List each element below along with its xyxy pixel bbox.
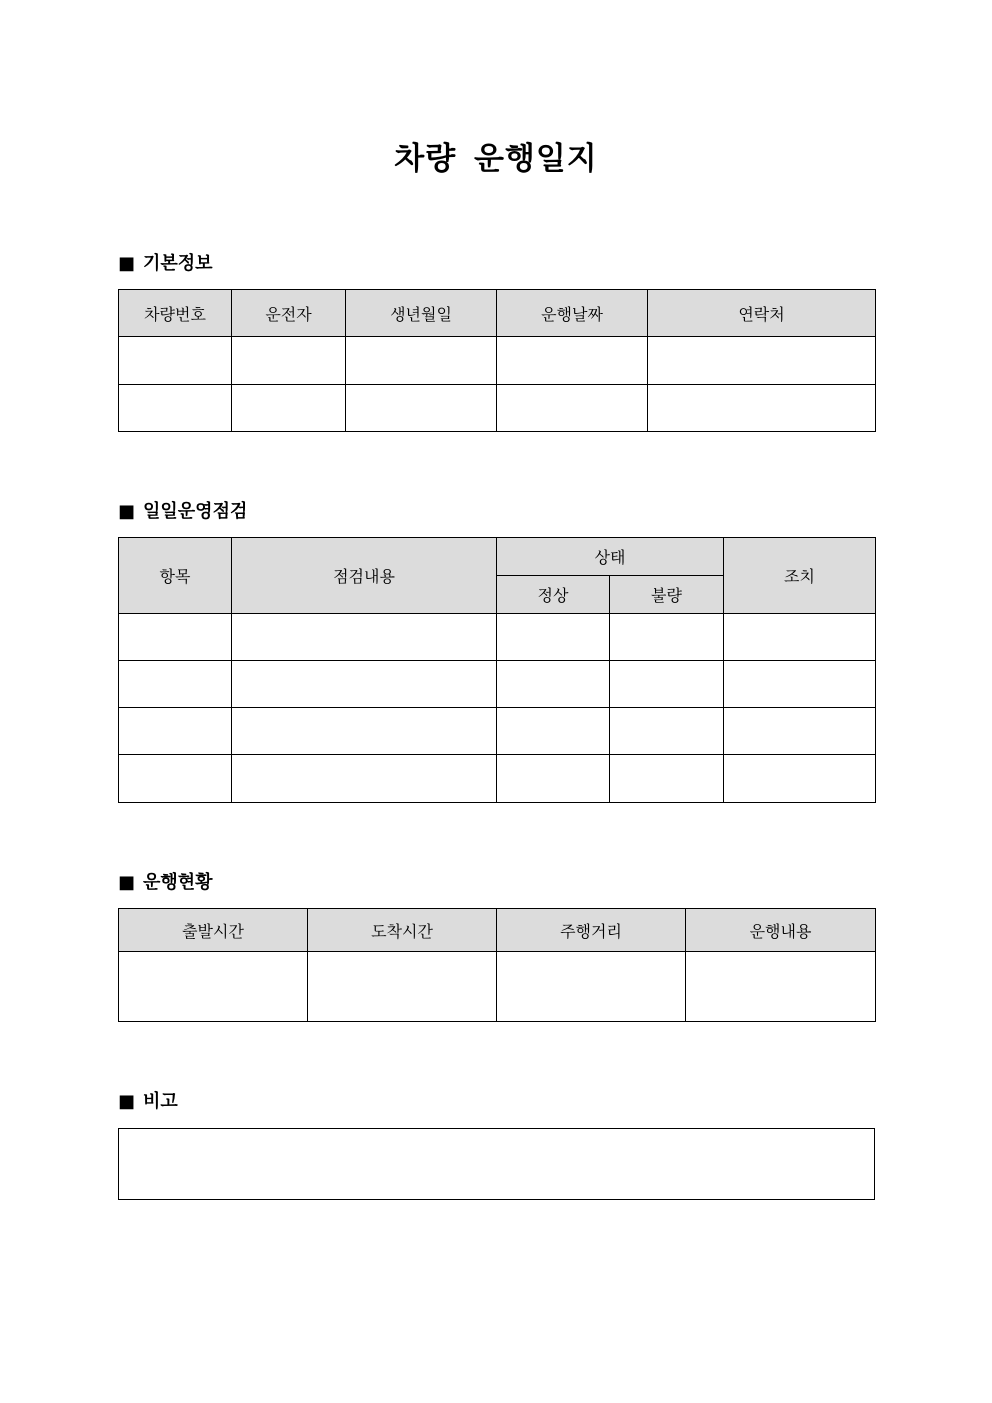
input-cell[interactable] xyxy=(610,614,724,661)
section-heading-basic-info xyxy=(118,252,213,276)
header-contact: 연락처 xyxy=(648,290,876,337)
table-row xyxy=(119,755,876,803)
input-cell[interactable] xyxy=(232,385,346,432)
input-cell[interactable] xyxy=(119,755,232,803)
square-bullet-icon: ■ xyxy=(118,872,136,893)
header-distance: 주행거리 xyxy=(497,909,686,952)
input-cell[interactable] xyxy=(724,708,876,755)
header-driver: 운전자 xyxy=(232,290,346,337)
input-cell[interactable] xyxy=(119,708,232,755)
header-departure-time: 출발시간 xyxy=(119,909,308,952)
input-cell[interactable] xyxy=(497,952,686,1022)
input-cell[interactable] xyxy=(119,385,232,432)
section-title: 일일운영점검 xyxy=(143,501,248,522)
table-row xyxy=(119,385,876,432)
input-cell[interactable] xyxy=(119,952,308,1022)
input-cell[interactable] xyxy=(724,755,876,803)
input-cell[interactable] xyxy=(232,337,346,385)
input-cell[interactable] xyxy=(724,614,876,661)
daily-check-table xyxy=(118,537,876,803)
section-title: 비고 xyxy=(143,1091,178,1112)
header-defective: 불량 xyxy=(610,576,724,614)
square-bullet-icon: ■ xyxy=(118,501,136,522)
input-cell[interactable] xyxy=(346,337,497,385)
input-cell[interactable] xyxy=(119,661,232,708)
header-action: 조치 xyxy=(724,538,876,614)
input-cell[interactable] xyxy=(610,755,724,803)
section-title: 기본정보 xyxy=(143,253,213,274)
input-cell[interactable] xyxy=(232,661,497,708)
table-row xyxy=(119,1129,875,1200)
header-arrival-time: 도착시간 xyxy=(308,909,497,952)
operation-status-table xyxy=(118,908,876,1022)
table-row xyxy=(119,661,876,708)
remarks-table xyxy=(118,1128,875,1200)
table-row xyxy=(119,337,876,385)
section-heading-daily-check xyxy=(118,500,247,524)
input-cell[interactable] xyxy=(648,337,876,385)
input-cell[interactable] xyxy=(497,614,610,661)
input-cell[interactable] xyxy=(497,708,610,755)
input-cell[interactable] xyxy=(119,614,232,661)
section-title: 운행현황 xyxy=(143,872,213,893)
square-bullet-icon: ■ xyxy=(118,253,136,274)
header-operation-date: 운행날짜 xyxy=(497,290,648,337)
section-heading-remarks xyxy=(118,1090,178,1114)
section-heading-operation-status xyxy=(118,871,213,895)
table-row xyxy=(119,952,876,1022)
header-normal: 정상 xyxy=(497,576,610,614)
remarks-input-cell[interactable] xyxy=(119,1129,875,1200)
square-bullet-icon: ■ xyxy=(118,1091,136,1112)
input-cell[interactable] xyxy=(724,661,876,708)
input-cell[interactable] xyxy=(610,708,724,755)
input-cell[interactable] xyxy=(119,337,232,385)
header-check-content: 점검내용 xyxy=(232,538,497,614)
input-cell[interactable] xyxy=(497,337,648,385)
input-cell[interactable] xyxy=(232,708,497,755)
input-cell[interactable] xyxy=(648,385,876,432)
table-row xyxy=(119,708,876,755)
input-cell[interactable] xyxy=(346,385,497,432)
header-item: 항목 xyxy=(119,538,232,614)
header-operation-details: 운행내용 xyxy=(686,909,876,952)
input-cell[interactable] xyxy=(686,952,876,1022)
header-birth-date: 생년월일 xyxy=(346,290,497,337)
header-status: 상태 xyxy=(497,538,724,576)
document-title: 차량 운행일지 xyxy=(394,141,598,177)
input-cell[interactable] xyxy=(308,952,497,1022)
table-row xyxy=(119,614,876,661)
input-cell[interactable] xyxy=(497,385,648,432)
basic-info-table xyxy=(118,289,876,432)
input-cell[interactable] xyxy=(497,661,610,708)
header-vehicle-number: 차량번호 xyxy=(119,290,232,337)
input-cell[interactable] xyxy=(232,755,497,803)
input-cell[interactable] xyxy=(232,614,497,661)
input-cell[interactable] xyxy=(610,661,724,708)
input-cell[interactable] xyxy=(497,755,610,803)
